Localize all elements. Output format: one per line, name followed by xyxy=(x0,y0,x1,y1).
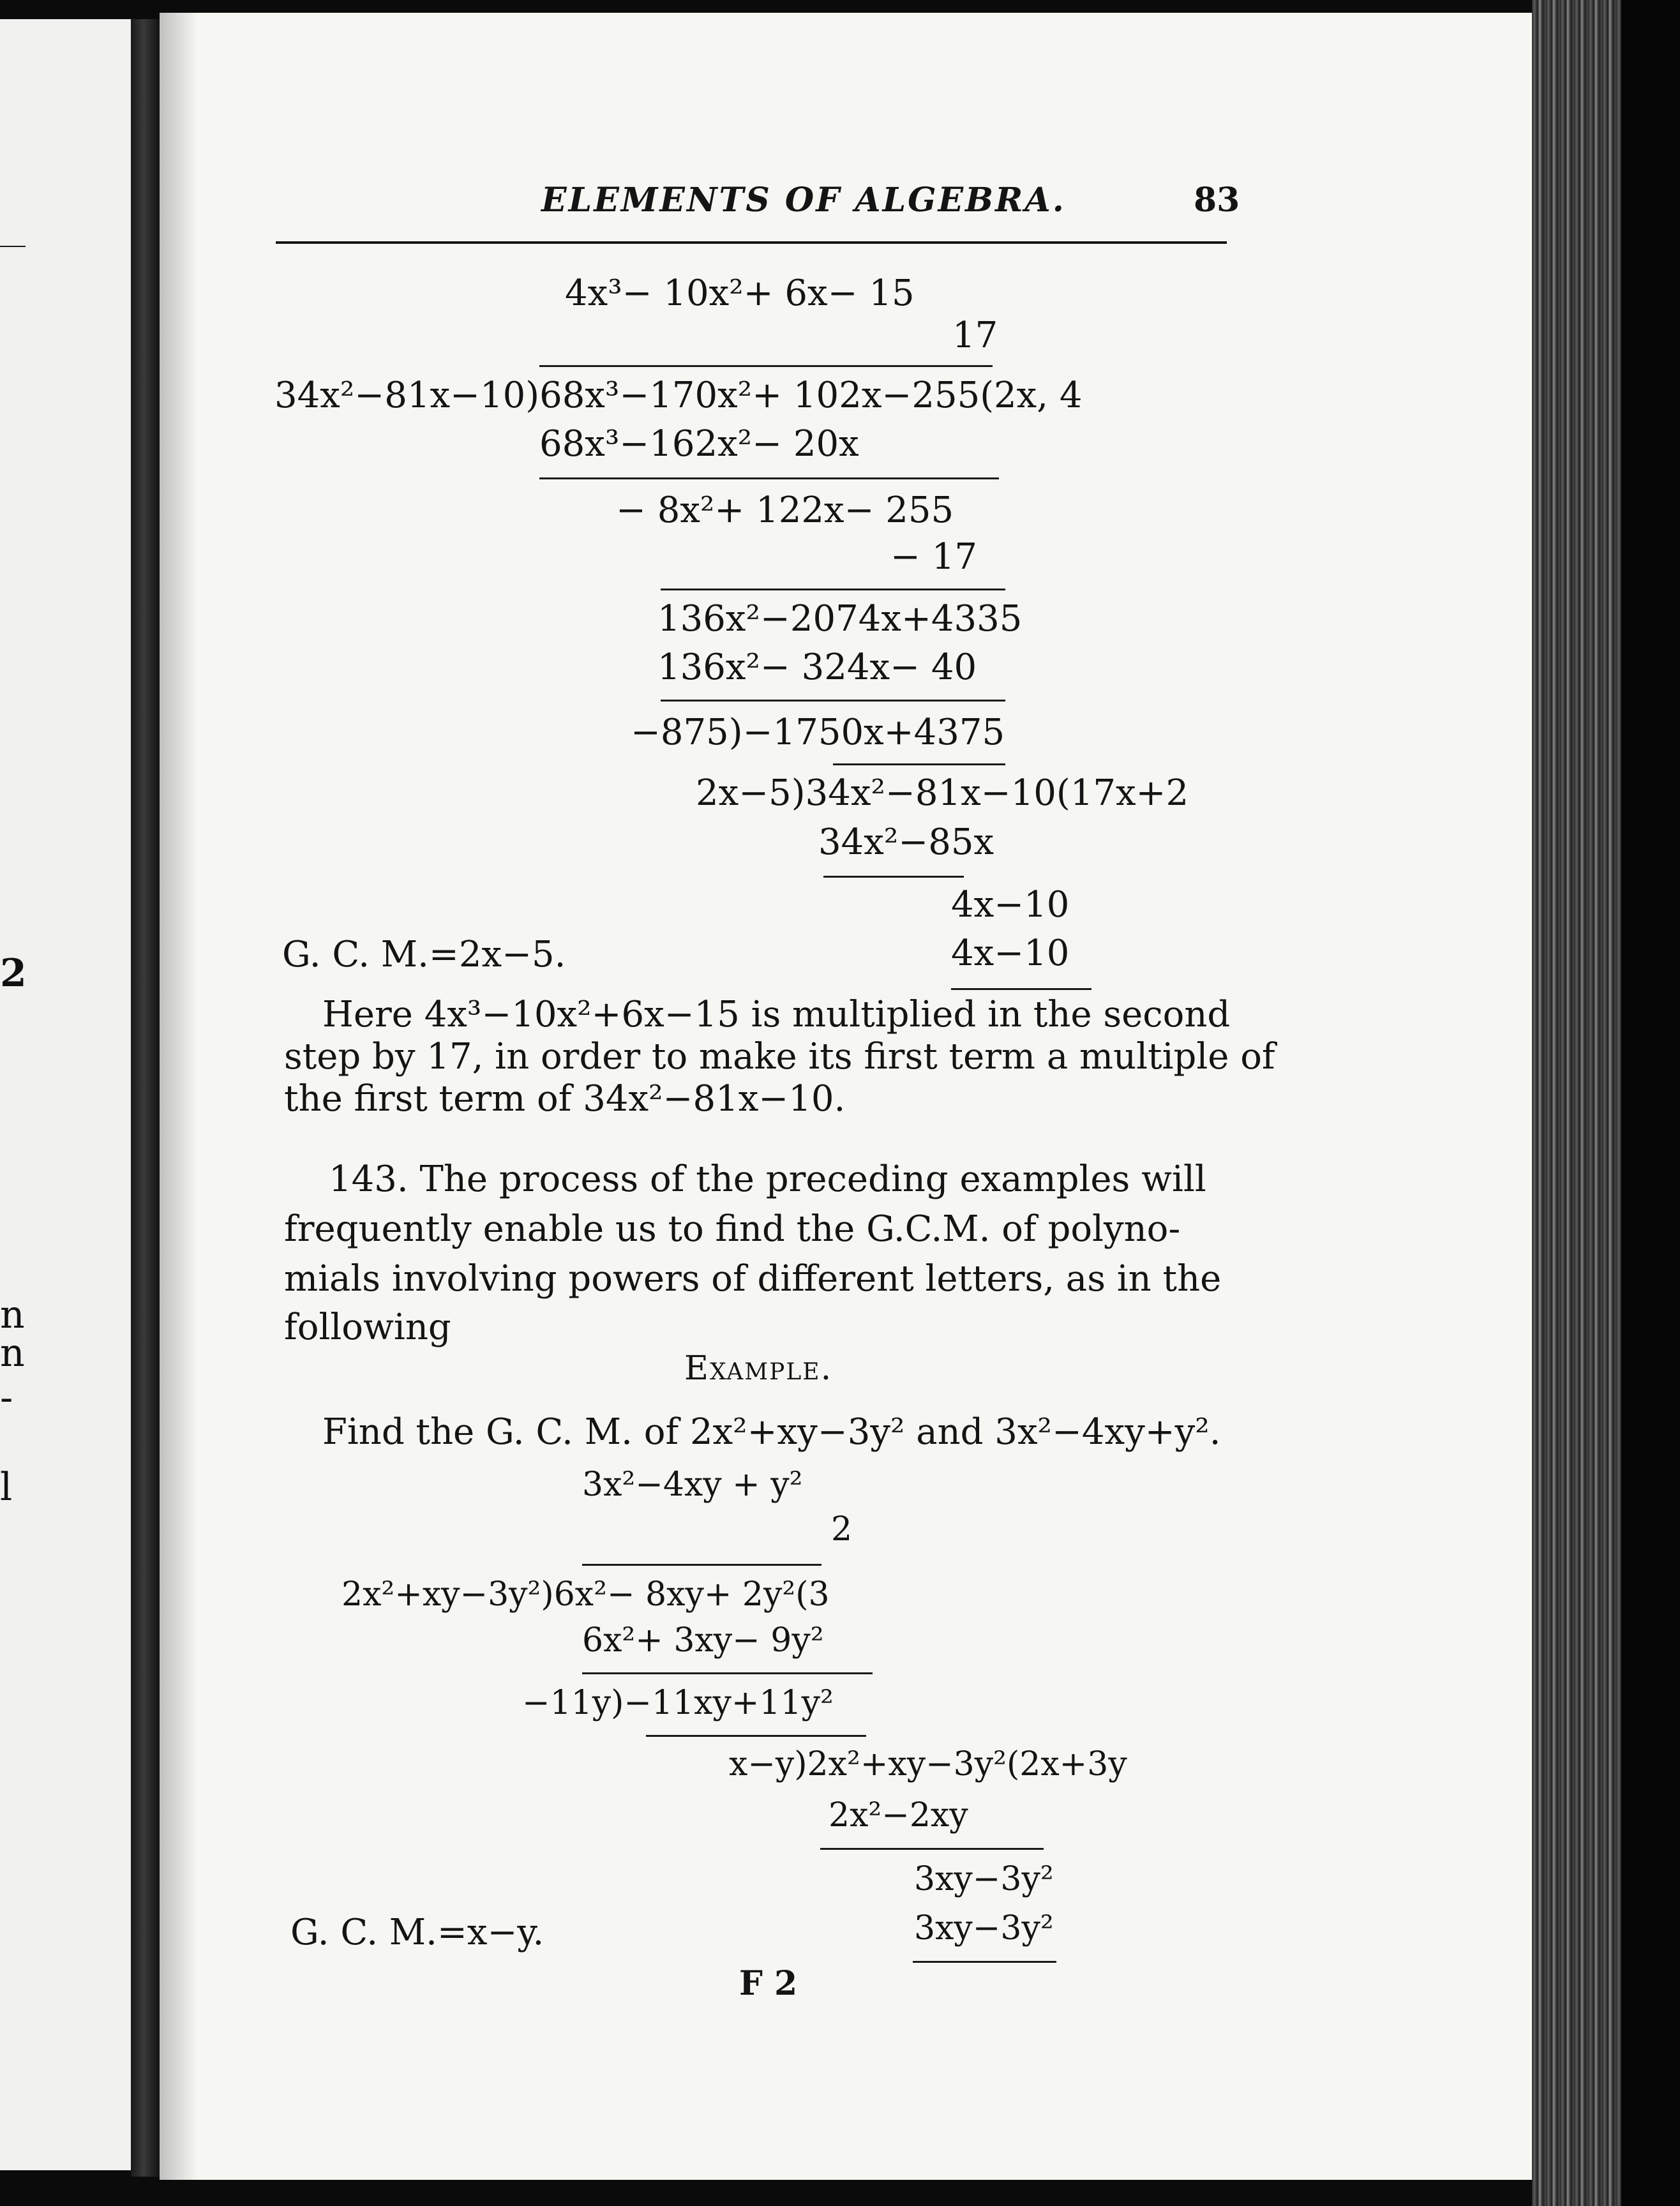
division-subtrahend: 68x³−162x²− 20x xyxy=(539,423,859,465)
division-remainder: −875)−1750x+4375 xyxy=(631,712,1005,753)
article-line: following xyxy=(284,1307,451,1348)
header-rule xyxy=(276,241,1227,244)
division-remainder: 4x−10 xyxy=(951,884,1070,926)
division-dividend: 3x²−4xy + y² xyxy=(582,1466,803,1504)
division-rule xyxy=(820,1848,1044,1850)
note-line: Here 4x³−10x²+6x−15 is multiplied in the second xyxy=(322,994,1231,1035)
division-rule xyxy=(913,1961,1056,1963)
note-line: the first term of 34x²−81x−10. xyxy=(284,1078,846,1120)
left-page-fragment: l xyxy=(0,1465,13,1510)
division-rule xyxy=(582,1564,821,1566)
division-subtrahend: 136x²− 324x− 40 xyxy=(657,647,977,688)
left-page xyxy=(0,19,139,2170)
article-line: 143. The process of the preceding examples will xyxy=(329,1159,1206,1200)
division-remainder: −11y)−11xy+11y² xyxy=(522,1684,834,1722)
division-product: 136x²−2074x+4335 xyxy=(657,598,1023,640)
gcm-result: G. C. M.=2x−5. xyxy=(282,934,566,975)
division-main-line: 34x²−81x−10)68x³−170x²+ 102x−255(2x, 4 xyxy=(274,375,1083,416)
page-number: 83 xyxy=(1194,181,1240,220)
division-rule xyxy=(661,700,1005,702)
division-remainder: − 8x²+ 122x− 255 xyxy=(616,490,954,531)
page-shade xyxy=(160,13,198,2180)
division-subtrahend: 34x²−85x xyxy=(818,822,994,863)
left-page-fragment: n xyxy=(0,1331,25,1376)
signature-mark: F 2 xyxy=(739,1964,798,2003)
division-rule xyxy=(539,365,993,367)
division-second-divisor: x−y)2x²+xy−3y²(2x+3y xyxy=(729,1745,1127,1783)
division-second-divisor: 2x−5)34x²−81x−10(17x+2 xyxy=(696,772,1189,814)
left-page-fragment: - xyxy=(0,1376,13,1420)
division-rule xyxy=(833,763,1005,765)
division-remainder: 3xy−3y² xyxy=(914,1909,1054,1947)
book-edge-dark xyxy=(1621,0,1680,2206)
note-line: step by 17, in order to make its first term a multiple of xyxy=(284,1036,1275,1077)
division-remainder: 4x−10 xyxy=(951,933,1070,974)
division-rule xyxy=(539,477,999,479)
left-page-fragment: n xyxy=(0,1293,25,1337)
division-subtrahend: 6x²+ 3xy− 9y² xyxy=(582,1621,824,1660)
division-rule xyxy=(582,1672,873,1674)
division-rule xyxy=(646,1735,866,1737)
division-dividend: 4x³− 10x²+ 6x− 15 xyxy=(565,273,915,314)
running-title: ELEMENTS OF ALGEBRA. xyxy=(541,181,1066,220)
article-line: mials involving powers of different letters, as in the xyxy=(284,1258,1222,1300)
division-rule xyxy=(951,988,1091,990)
division-subtrahend: 2x²−2xy xyxy=(829,1796,968,1835)
division-remainder: 3xy−3y² xyxy=(914,1860,1054,1898)
division-multiplier: − 17 xyxy=(890,536,977,578)
gcm-result: G. C. M.=x−y. xyxy=(290,1912,544,1953)
division-multiplier: 17 xyxy=(952,315,998,356)
division-multiplier: 2 xyxy=(831,1510,853,1549)
example-heading: Example. xyxy=(684,1349,833,1388)
article-line: frequently enable us to find the G.C.M. of polyno- xyxy=(284,1208,1181,1250)
left-page-rule xyxy=(0,246,26,247)
division-rule xyxy=(823,876,964,878)
division-main-line: 2x²+xy−3y²)6x²− 8xy+ 2y²(3 xyxy=(341,1575,830,1614)
division-rule xyxy=(661,589,1005,590)
gutter-shadow xyxy=(131,19,163,2177)
example-statement: Find the G. C. M. of 2x²+xy−3y² and 3x²−4xy+y². xyxy=(322,1411,1221,1453)
left-page-fragment: 2 xyxy=(0,951,27,996)
